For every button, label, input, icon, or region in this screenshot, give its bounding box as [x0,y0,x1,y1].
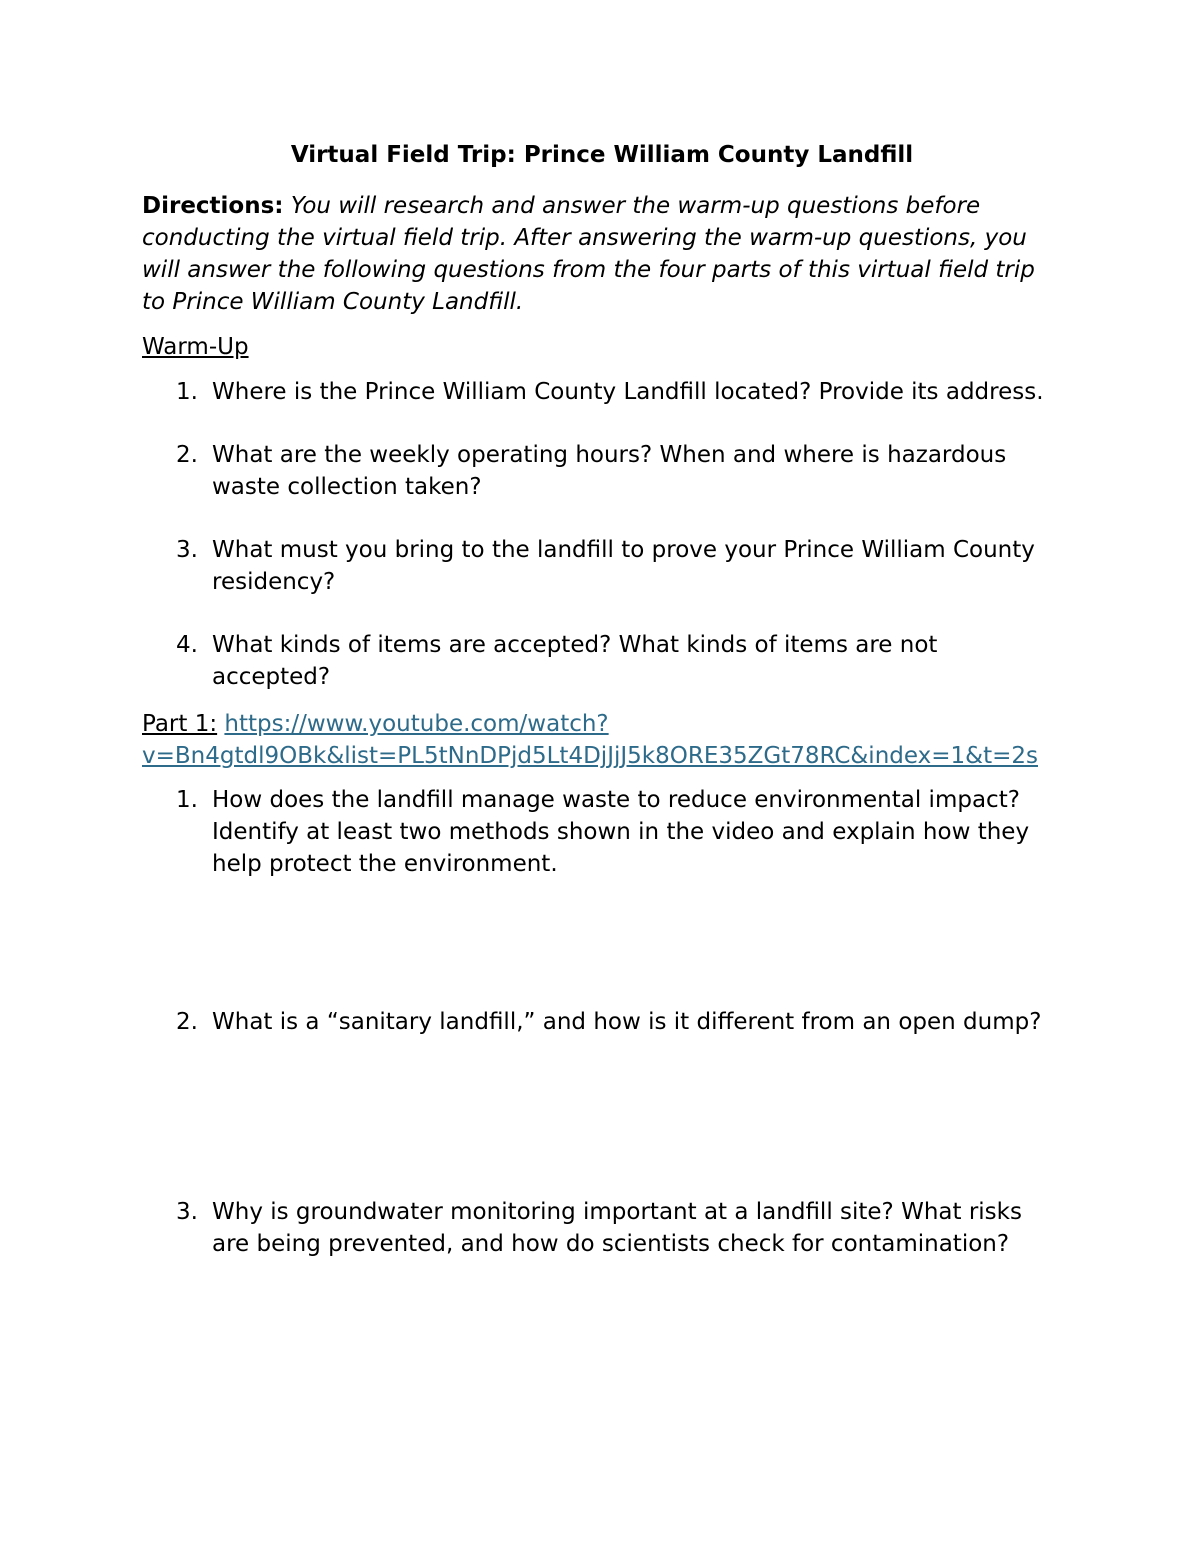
question-number: 3. [176,1199,198,1225]
part1-question-list [142,784,1062,1260]
warmup-heading: Warm-Up [142,334,249,360]
question-text: What is a “sanitary landfill,” and how is it different from an open dump? [212,1009,1042,1035]
warmup-question-4 [142,629,1062,693]
part1-heading [142,708,1062,772]
question-text: What are the weekly operating hours? When and where is hazardous waste collection taken? [212,442,1007,500]
part1-question-1 [142,784,1062,880]
directions-label: Directions: [142,193,284,219]
part1-link-line2: v=Bn4gtdl9OBk&list=PL5tNnDPjd5Lt4DjJjJ5k8ORE35ZGt78RC&index=1&t=2s [142,743,1038,769]
directions-text: You will research and answer the warm-up questions before conducting the virtual field trip. After answering the warm-up questions, you will answer the following questions from the four parts of this virtual field trip to Prince William County Landfill. [142,193,1035,315]
part1-link-line1: https://www.youtube.com/watch? [224,711,609,737]
page-title: Virtual Field Trip: Prince William County Landfill [290,142,914,168]
question-number: 3. [176,537,198,563]
question-text: Why is groundwater monitoring important at a landfill site? What risks are being prevented, and how do scientists check for contamination? [212,1199,1022,1257]
part1-video-link[interactable] [142,711,1038,769]
warmup-question-3 [142,534,1062,598]
question-text: What must you bring to the landfill to prove your Prince William County residency? [212,537,1035,595]
question-number: 4. [176,632,198,658]
warmup-question-2 [142,439,1062,503]
question-number: 2. [176,442,198,468]
question-text: How does the landfill manage waste to reduce environmental impact? Identify at least two methods shown in the video and explain how they help protect the environment. [212,787,1030,877]
warmup-question-list [142,376,1062,693]
directions-paragraph [142,190,1062,318]
document-page [142,138,1062,1260]
part1-question-3 [142,1196,1062,1260]
question-text: What kinds of items are accepted? What kinds of items are not accepted? [212,632,938,690]
question-text: Where is the Prince William County Landfill located? Provide its address. [212,379,1044,405]
question-number: 1. [176,787,198,813]
warmup-question-1 [142,376,1062,408]
question-number: 1. [176,379,198,405]
question-number: 2. [176,1009,198,1035]
part1-question-2 [142,1006,1062,1038]
part1-label: Part 1: [142,711,218,737]
